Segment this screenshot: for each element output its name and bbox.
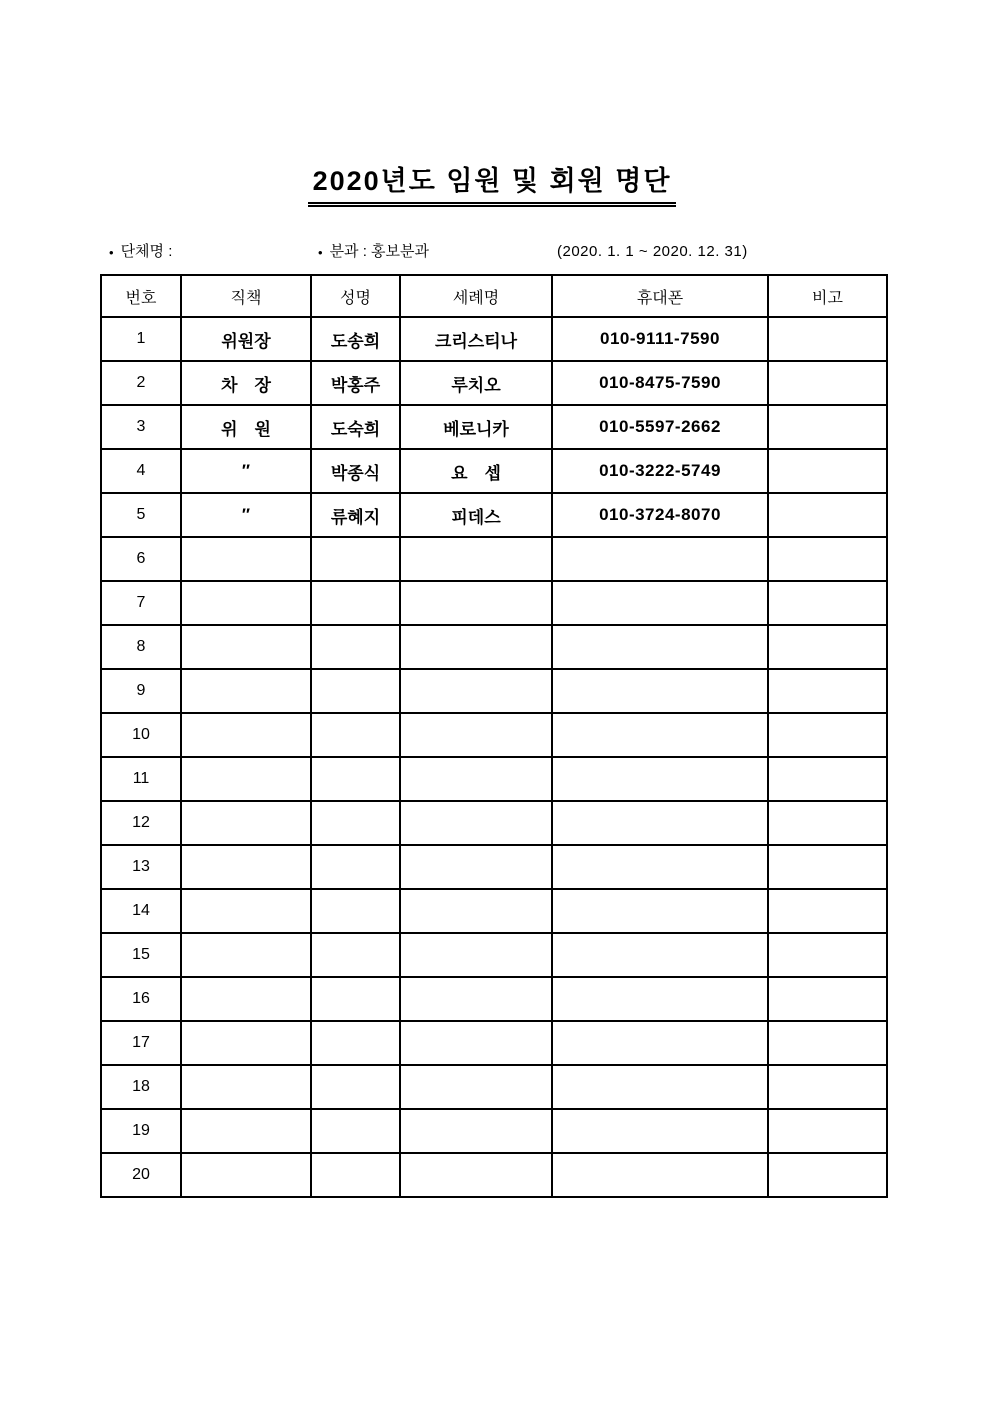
cell-baptismal: 루치오 <box>400 361 552 405</box>
cell-no: 17 <box>101 1021 181 1065</box>
cell-baptismal <box>400 713 552 757</box>
cell-note <box>768 713 887 757</box>
cell-note <box>768 361 887 405</box>
column-header-name: 성명 <box>311 275 400 317</box>
table-row <box>101 581 887 625</box>
cell-position <box>181 1109 311 1153</box>
cell-note <box>768 537 887 581</box>
cell-no: 11 <box>101 757 181 801</box>
cell-note <box>768 845 887 889</box>
roster-table-header <box>101 275 887 317</box>
cell-no: 9 <box>101 669 181 713</box>
cell-no: 4 <box>101 449 181 493</box>
table-row <box>101 1109 887 1153</box>
cell-name <box>311 801 400 845</box>
bullet-icon: • <box>109 244 114 260</box>
cell-position <box>181 1021 311 1065</box>
table-row <box>101 537 887 581</box>
period-label: (2020. 1. 1 ~ 2020. 12. 31) <box>557 243 748 261</box>
cell-phone <box>552 581 768 625</box>
cell-position <box>181 801 311 845</box>
cell-no: 12 <box>101 801 181 845</box>
cell-position <box>181 581 311 625</box>
cell-no: 6 <box>101 537 181 581</box>
cell-phone: 010-9111-7590 <box>552 317 768 361</box>
cell-note <box>768 449 887 493</box>
division-label: 분과 : 홍보분과 <box>329 243 430 261</box>
cell-note <box>768 581 887 625</box>
cell-note <box>768 1109 887 1153</box>
cell-phone: 010-5597-2662 <box>552 405 768 449</box>
table-row <box>101 801 887 845</box>
cell-name <box>311 977 400 1021</box>
cell-baptismal <box>400 669 552 713</box>
cell-phone <box>552 1109 768 1153</box>
cell-no: 13 <box>101 845 181 889</box>
cell-note <box>768 1065 887 1109</box>
cell-phone <box>552 669 768 713</box>
cell-no: 7 <box>101 581 181 625</box>
cell-position <box>181 537 311 581</box>
cell-no: 5 <box>101 493 181 537</box>
cell-baptismal <box>400 845 552 889</box>
cell-position <box>181 625 311 669</box>
table-row <box>101 405 887 449</box>
cell-position <box>181 669 311 713</box>
roster-table-body <box>101 317 887 1197</box>
cell-no: 8 <box>101 625 181 669</box>
header-row <box>101 275 887 317</box>
cell-note <box>768 405 887 449</box>
cell-note <box>768 977 887 1021</box>
cell-baptismal <box>400 537 552 581</box>
cell-baptismal <box>400 1021 552 1065</box>
table-row <box>101 361 887 405</box>
cell-name <box>311 757 400 801</box>
table-row <box>101 977 887 1021</box>
table-row <box>101 845 887 889</box>
cell-no: 18 <box>101 1065 181 1109</box>
table-row <box>101 933 887 977</box>
cell-note <box>768 1021 887 1065</box>
cell-name <box>311 625 400 669</box>
table-row <box>101 1065 887 1109</box>
cell-phone <box>552 889 768 933</box>
table-row <box>101 493 887 537</box>
document-content <box>100 0 884 1198</box>
cell-no: 14 <box>101 889 181 933</box>
cell-phone <box>552 977 768 1021</box>
cell-baptismal <box>400 977 552 1021</box>
division-field <box>318 243 557 261</box>
cell-no: 2 <box>101 361 181 405</box>
cell-note <box>768 801 887 845</box>
page-title: 2020년도 임원 및 회원 명단 <box>308 166 677 207</box>
table-row <box>101 449 887 493</box>
cell-name: 박홍주 <box>311 361 400 405</box>
cell-position <box>181 713 311 757</box>
title-block <box>100 166 884 207</box>
cell-name <box>311 1153 400 1197</box>
cell-phone: 010-3222-5749 <box>552 449 768 493</box>
table-row <box>101 1153 887 1197</box>
cell-phone <box>552 1153 768 1197</box>
cell-no: 16 <box>101 977 181 1021</box>
cell-baptismal: 베로니카 <box>400 405 552 449</box>
cell-no: 3 <box>101 405 181 449</box>
column-header-phone: 휴대폰 <box>552 275 768 317</box>
cell-name <box>311 1109 400 1153</box>
cell-position: 위 원 <box>181 405 311 449</box>
column-header-position: 직책 <box>181 275 311 317</box>
cell-phone <box>552 757 768 801</box>
cell-position <box>181 845 311 889</box>
cell-position <box>181 1065 311 1109</box>
cell-baptismal <box>400 581 552 625</box>
table-row <box>101 1021 887 1065</box>
cell-name <box>311 713 400 757</box>
cell-position: ″ <box>181 493 311 537</box>
cell-note <box>768 625 887 669</box>
column-header-baptismal: 세례명 <box>400 275 552 317</box>
cell-phone <box>552 1021 768 1065</box>
cell-position: ″ <box>181 449 311 493</box>
cell-phone: 010-8475-7590 <box>552 361 768 405</box>
cell-no: 20 <box>101 1153 181 1197</box>
cell-note <box>768 493 887 537</box>
cell-position <box>181 933 311 977</box>
cell-note <box>768 889 887 933</box>
meta-row <box>100 243 884 261</box>
cell-name <box>311 669 400 713</box>
cell-name: 도송희 <box>311 317 400 361</box>
cell-no: 19 <box>101 1109 181 1153</box>
cell-phone <box>552 625 768 669</box>
cell-baptismal <box>400 889 552 933</box>
cell-name <box>311 1021 400 1065</box>
cell-no: 1 <box>101 317 181 361</box>
cell-baptismal <box>400 625 552 669</box>
cell-name <box>311 889 400 933</box>
cell-position: 위원장 <box>181 317 311 361</box>
column-header-no: 번호 <box>101 275 181 317</box>
cell-position: 차 장 <box>181 361 311 405</box>
cell-name: 박종식 <box>311 449 400 493</box>
cell-name: 도숙희 <box>311 405 400 449</box>
group-label: 단체명 : <box>120 243 173 261</box>
cell-no: 10 <box>101 713 181 757</box>
cell-no: 15 <box>101 933 181 977</box>
table-row <box>101 669 887 713</box>
cell-phone <box>552 845 768 889</box>
cell-note <box>768 317 887 361</box>
cell-name <box>311 581 400 625</box>
cell-phone: 010-3724-8070 <box>552 493 768 537</box>
cell-baptismal <box>400 1109 552 1153</box>
table-row <box>101 757 887 801</box>
cell-baptismal <box>400 933 552 977</box>
cell-baptismal <box>400 757 552 801</box>
table-row <box>101 713 887 757</box>
cell-phone <box>552 801 768 845</box>
cell-name <box>311 537 400 581</box>
cell-note <box>768 757 887 801</box>
column-header-note: 비고 <box>768 275 887 317</box>
cell-position <box>181 1153 311 1197</box>
cell-baptismal: 요 셉 <box>400 449 552 493</box>
cell-phone <box>552 933 768 977</box>
cell-baptismal: 크리스티나 <box>400 317 552 361</box>
cell-note <box>768 1153 887 1197</box>
cell-name <box>311 845 400 889</box>
cell-phone <box>552 537 768 581</box>
cell-phone <box>552 713 768 757</box>
cell-name: 류혜지 <box>311 493 400 537</box>
cell-name <box>311 933 400 977</box>
cell-name <box>311 1065 400 1109</box>
cell-note <box>768 669 887 713</box>
cell-baptismal: 피데스 <box>400 493 552 537</box>
cell-position <box>181 889 311 933</box>
cell-note <box>768 933 887 977</box>
group-field <box>109 243 318 261</box>
bullet-icon: • <box>318 244 323 260</box>
cell-baptismal <box>400 801 552 845</box>
cell-phone <box>552 1065 768 1109</box>
cell-position <box>181 977 311 1021</box>
roster-table <box>100 274 888 1198</box>
cell-baptismal <box>400 1153 552 1197</box>
table-row <box>101 625 887 669</box>
cell-baptismal <box>400 1065 552 1109</box>
cell-position <box>181 757 311 801</box>
table-row <box>101 317 887 361</box>
table-row <box>101 889 887 933</box>
